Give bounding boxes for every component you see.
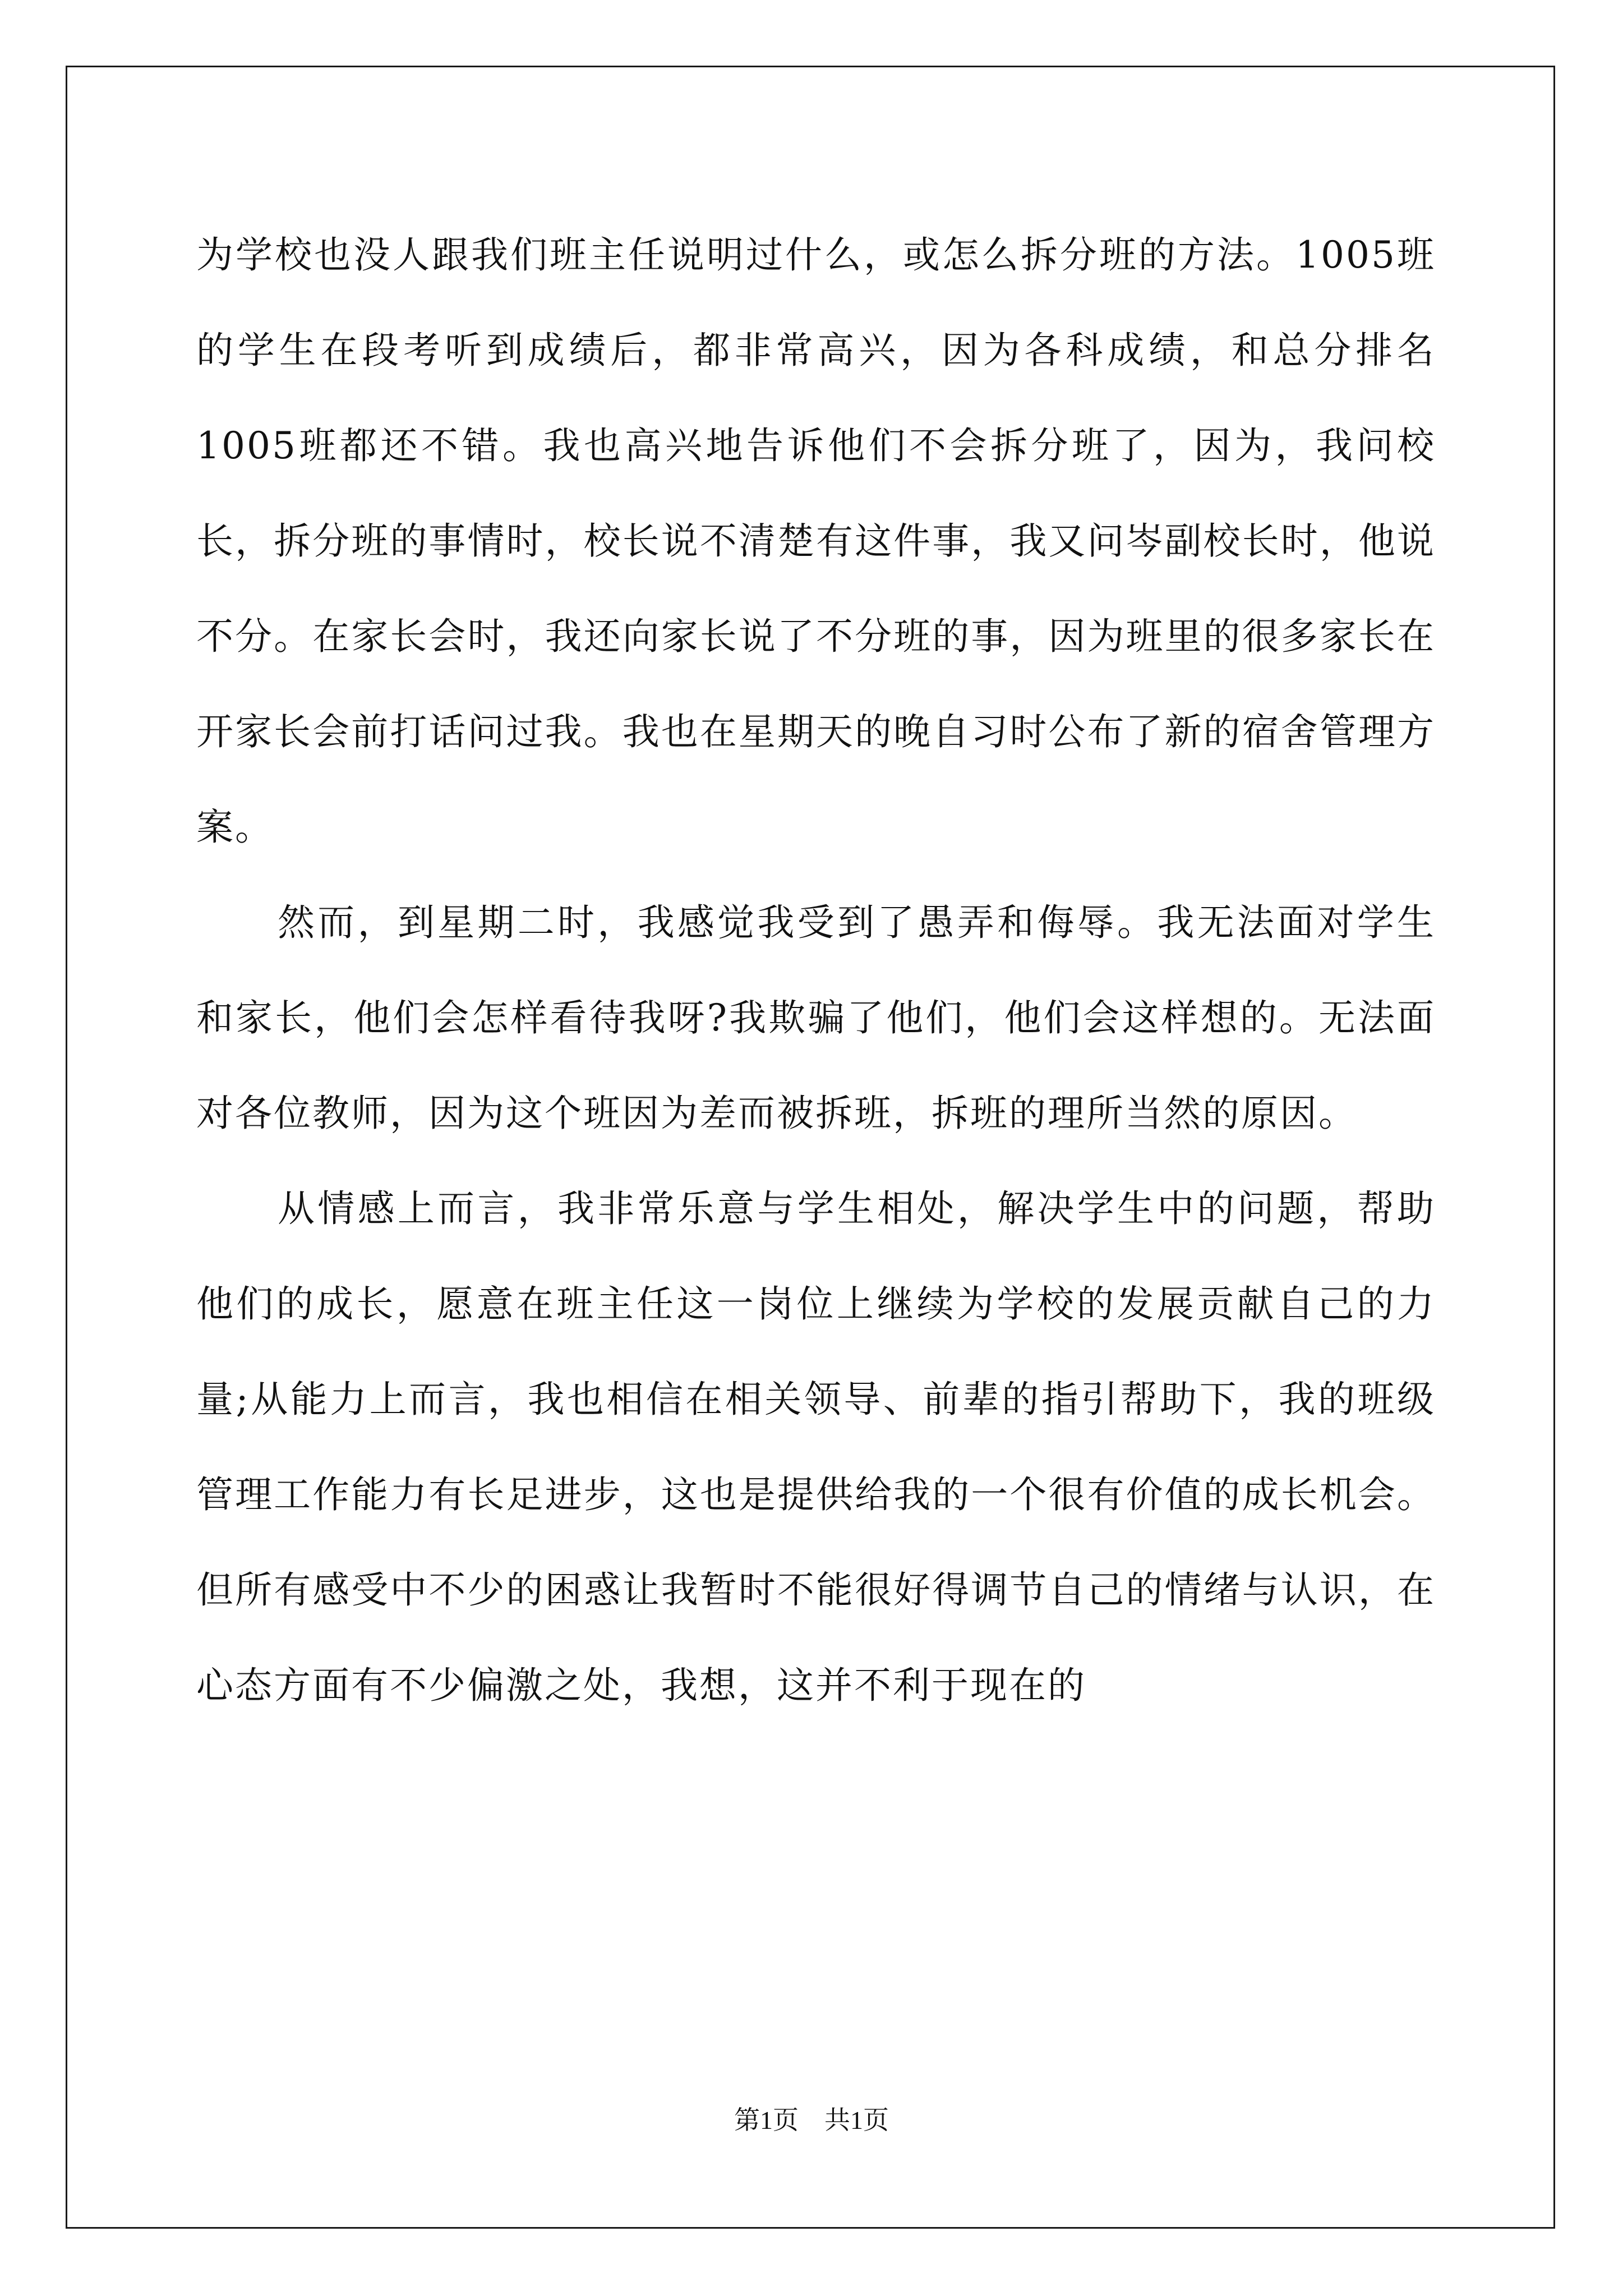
document-body	[196, 208, 1436, 1733]
paragraph-1: 为学校也没人跟我们班主任说明过什么，或怎么拆分班的方法。1005班的学生在段考听到成绩后，都非常高兴，因为各科成绩，和总分排名1005班都还不错。我也高兴地告诉他们不会拆分班了，因为，我问校长，拆分班的事情时，校长说不清楚有这件事，我又问岑副校长时，他说不分。在家长会时，我还向家长说了不分班的事，因为班里的很多家长在开家长会前打话问过我。我也在星期天的晚自习时公布了新的宿舍管理方案。	[196, 233, 1436, 849]
page-number-footer: 第1页 共1页	[734, 2106, 889, 2134]
paragraph-3: 从情感上而言，我非常乐意与学生相处，解决学生中的问题，帮助他们的成长，愿意在班主任这一岗位上继续为学校的发展贡献自己的力量;从能力上而言，我也相信在相关领导、前辈的指引帮助下，我的班级管理工作能力有长足进步，这也是提供给我的一个很有价值的成长机会。但所有感受中不少的困惑让我暂时不能很好得调节自己的情绪与认识，在心态方面有不少偏激之处，我想，这并不利于现在的	[196, 1187, 1436, 1707]
paragraph-2: 然而，到星期二时，我感觉我受到了愚弄和侮辱。我无法面对学生和家长，他们会怎样看待我呀?我欺骗了他们，他们会这样想的。无法面对各位教师，因为这个班因为差而被拆班，拆班的理所当然的原因。	[196, 901, 1436, 1135]
